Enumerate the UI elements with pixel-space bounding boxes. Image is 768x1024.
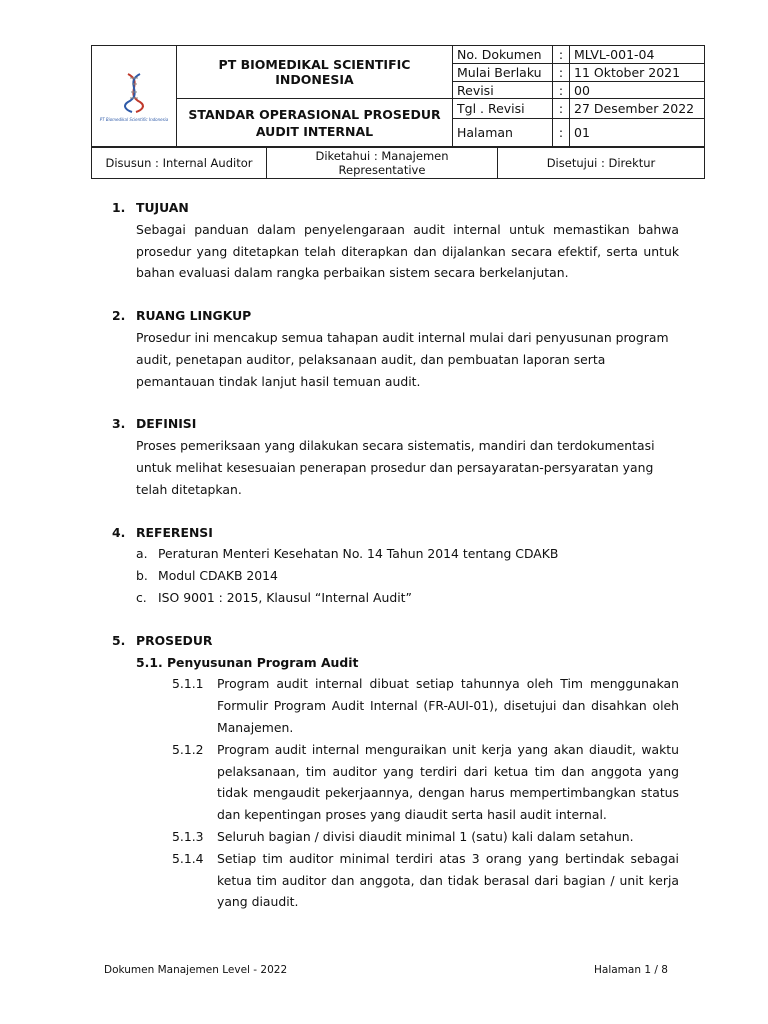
meta-label-effective-date: Mulai Berlaku	[453, 64, 553, 82]
logo-caption: PT Biomedikal Scientific Indonesia	[99, 116, 169, 122]
section-title: TUJUAN	[136, 200, 189, 215]
item-number: 5.1.1	[172, 676, 204, 692]
section-title: REFERENSI	[136, 524, 213, 540]
section-referensi	[112, 522, 679, 609]
signoff-table	[91, 147, 705, 179]
item-number: 5.1.2	[172, 741, 204, 757]
section-number: 2.	[112, 308, 126, 324]
company-name: PT BIOMEDIKAL SCIENTIFIC INDONESIA	[177, 46, 453, 99]
logo-cell	[92, 46, 177, 147]
section-title: RUANG LINGKUP	[136, 308, 252, 324]
list-text: Peraturan Menteri Kesehatan No. 14 Tahun 2014 tentang CDAKB	[158, 546, 559, 562]
meta-value-effective-date: 11 Oktober 2021	[570, 64, 705, 82]
section-text: Prosedur ini mencakup semua tahapan audit internal mulai dari penyusunan program audit, penetapan auditor, pelaksanaan audit, dan pembuatan laporan serta pemantauan tindak lanjut hasil temuan audit.	[136, 329, 669, 389]
procedure-item	[112, 739, 679, 826]
section-prosedur	[112, 630, 679, 913]
section-definisi	[112, 413, 679, 500]
meta-colon: :	[553, 99, 570, 119]
item-number: 5.1.3	[172, 828, 204, 844]
list-item	[112, 565, 679, 587]
list-item	[112, 587, 679, 609]
meta-label-page: Halaman	[453, 119, 553, 147]
meta-value-revision-date: 27 Desember 2022	[570, 99, 705, 119]
footer-document-level: Dokumen Manajemen Level - 2022	[104, 964, 288, 976]
document-body	[112, 197, 679, 934]
meta-label-doc-no: No. Dokumen	[453, 46, 553, 64]
meta-colon: :	[553, 82, 570, 99]
list-text: ISO 9001 : 2015, Klausul “Internal Audit”	[158, 589, 412, 605]
list-letter: b.	[136, 568, 148, 584]
item-text: Program audit internal dibuat setiap tahunnya oleh Tim menggunakan Formulir Program Audit Internal (FR-AUI-01), disetujui dan disahkan oleh Manajemen.	[217, 676, 679, 735]
meta-colon: :	[553, 46, 570, 64]
section-number: 3.	[112, 416, 126, 432]
procedure-item	[112, 848, 679, 913]
section-number: 1.	[112, 200, 126, 215]
section-text: Proses pemeriksaan yang dilakukan secara sistematis, mandiri dan terdokumentasi untuk melihat kesesuaian penerapan prosedur dan persayaratan-persyaratan yang telah ditetapkan.	[136, 438, 655, 497]
section-ruang-lingkup	[112, 305, 679, 392]
meta-value-page: 01	[570, 119, 705, 147]
list-item	[112, 543, 679, 565]
item-text: Setiap tim auditor minimal terdiri atas 3 orang yang bertindak sebagai ketua tim auditor dan anggota, dan tidak berasal dari bagian / unit kerja yang diaudit.	[217, 850, 679, 910]
list-text: Modul CDAKB 2014	[158, 568, 278, 584]
procedure-item	[112, 673, 679, 738]
acknowledged-by: Diketahui : Manajemen Representative	[267, 148, 498, 179]
meta-value-doc-no: MLVL-001-04	[570, 46, 705, 64]
document-title	[177, 99, 453, 147]
footer-page-number: Halaman 1 / 8	[594, 964, 668, 976]
procedure-item	[112, 826, 679, 848]
section-text: Sebagai panduan dalam penyelengaraan audit internal untuk memastikan bahwa prosedur yang ditetapkan telah diterapkan dan dijalankan secara efektif, serta untuk bahan evaluasi dalam rangka perbaikan sistem secara berkelanjutan.	[136, 221, 679, 281]
document-title-line-2: AUDIT INTERNAL	[255, 123, 374, 139]
section-number: 4.	[112, 524, 126, 540]
item-text: Program audit internal menguraikan unit kerja yang akan diaudit, waktu pelaksanaan, tim auditor yang terdiri dari ketua tim dan anggota yang tidak mengaudit pekerjaannya, dengan harus mempertimbangkan status dan kepentingan proses yang diaudit serta hasil audit internal.	[217, 741, 679, 823]
company-logo-icon	[114, 70, 154, 114]
meta-colon: :	[553, 64, 570, 82]
section-title: DEFINISI	[136, 416, 197, 432]
subsection-title: 5.1. Penyusunan Program Audit	[136, 654, 359, 670]
list-letter: c.	[136, 589, 147, 605]
approved-by: Disetujui : Direktur	[498, 148, 705, 179]
document-header-table	[91, 45, 705, 147]
section-number: 5.	[112, 632, 126, 648]
item-number: 5.1.4	[172, 850, 204, 866]
document-title-line-1: STANDAR OPERASIONAL PROSEDUR	[188, 106, 441, 122]
meta-label-revision: Revisi	[453, 82, 553, 99]
section-title: PROSEDUR	[136, 632, 213, 648]
meta-colon: :	[553, 119, 570, 147]
meta-label-revision-date: Tgl . Revisi	[453, 99, 553, 119]
meta-value-revision: 00	[570, 82, 705, 99]
list-letter: a.	[136, 546, 148, 562]
section-tujuan	[112, 197, 679, 284]
item-text: Seluruh bagian / divisi diaudit minimal 1 (satu) kali dalam setahun.	[217, 828, 634, 844]
prepared-by: Disusun : Internal Auditor	[92, 148, 267, 179]
